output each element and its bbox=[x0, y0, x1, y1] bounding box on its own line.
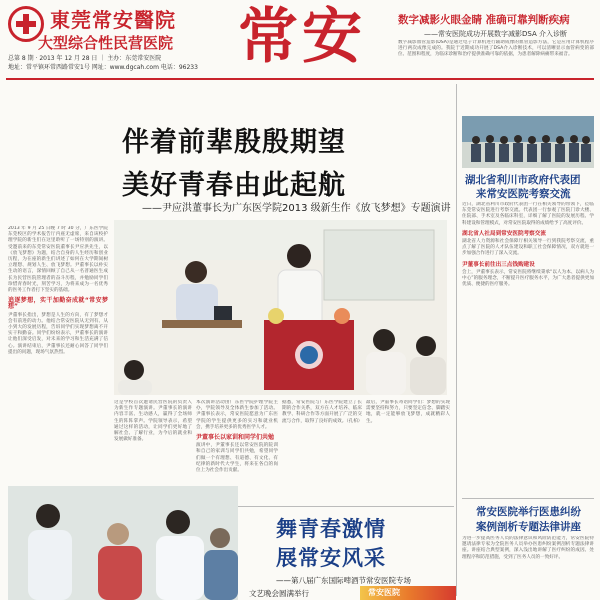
patients-photo-illustration bbox=[8, 486, 238, 600]
column-4-paragraph: 据悉，常安医院与广东医学院建立了长期的合作关系，双方在人才培养、临床教学、科研合作等方面开展了广泛的交流与合作，取得了良好的成效。（孔柏） bbox=[282, 400, 362, 424]
right-headline-2-line-2: 案例剖析专题法律讲座 bbox=[476, 521, 581, 533]
column-3-paragraph-2: 演讲中，尹董事长还以常安医院的院训和自己的家训与同学们共勉，希望同学们做一个有理想、有道德、有文化、有纪律的新时代大学生，将来在各自的岗位上为社会作出贡献。 bbox=[196, 443, 278, 474]
main-headline-line-1: 伴着前辈殷殷期望 bbox=[122, 127, 346, 158]
speaker-photo-illustration bbox=[114, 220, 447, 395]
right-headline-2-line-1: 常安医院举行医患纠纷 bbox=[476, 506, 581, 518]
issue-info: 总第 8 期 · 2013 年 12 月 28 日 ｜ 主办：东莞常安医院 bbox=[8, 55, 162, 62]
right-column-divider bbox=[456, 84, 457, 596]
main-headline-line-2: 美好青春由此起航 bbox=[122, 170, 346, 201]
hospital-slogan: 大型综合性民营医院 bbox=[38, 34, 174, 52]
right-column-section-1: 湖北省人社局到常安医院考察交流 bbox=[462, 230, 546, 237]
right-column-paragraph-3: 会上，尹董事长表示，常安医院将继续秉承“以人为本、以病人为中心”的服务理念，不断提升医疗服务水平，为广大患者提供更加优质、便捷的医疗服务。 bbox=[462, 269, 594, 288]
masthead-rule bbox=[6, 78, 594, 80]
lower-event-photo bbox=[8, 486, 238, 600]
column-1-paragraph-2: 尹董事长指出，梦想是人生的方向，有了梦想才会有前进的动力。他结合常安医院从无到有、从小到大的发展历程，告诉同学们实现梦想离不开实干和勤奋。同学们纷纷表示，尹董事长的演讲让他们深受启发，对未来的学习和生活充满了信心。演讲结束后，尹董事长还耐心回答了同学们提出的问题，现场气氛热烈。 bbox=[8, 312, 108, 355]
main-story-column-4 bbox=[282, 400, 362, 500]
column-3-paragraph: 本次演讲活动由广东医学院护理学院主办，学院领导及全体新生参加了活动。尹董事长表示，常安医院愿意为广东医学院的学生提供更多的实习和就业机会，携手培养更多的优秀医学人才。 bbox=[196, 400, 278, 430]
right-column-body bbox=[462, 202, 594, 498]
right-column-paragraph-2: 湖北省人力资源和社会保障厅相关领导一行到我院考察交流，重点了解了医院的人才队伍建设和职工社会保障情况，双方就进一步加强合作进行了深入交流。 bbox=[462, 239, 594, 257]
column-1-section-heading: 追逐梦想，实干加勤奋成就“常安梦想” bbox=[8, 297, 108, 311]
masthead-calligraphy: 常安 bbox=[238, 2, 366, 72]
lower-subhead-line-2: 文艺晚会圆满举行 bbox=[249, 589, 309, 598]
lower-subhead-line-1: ——第八届广东国际啤酒节常安医院专场 bbox=[276, 576, 411, 585]
right-column-section-2: 尹董事长前往出三点钱购建设 bbox=[462, 261, 535, 268]
main-photo bbox=[114, 220, 447, 395]
stage-banner-text: 常安医院 bbox=[368, 588, 400, 597]
hospital-name: 東莞常安醫院 bbox=[50, 8, 176, 32]
right-column-paragraph-4: 为进一步提高医务人员的法律意识和风险防范能力，常安医院特邀请法律专家为全院医务人员举办医患纠纷案例剖析专题法律讲座。讲座结合典型案例，深入浅出地讲解了医疗纠纷的成因、处理程序和防范措施，受到了医务人员的一致好评。 bbox=[462, 536, 594, 560]
top-right-headline: 数字减影火眼金睛 准确可靠判断疾病 bbox=[398, 14, 570, 26]
right-column-paragraph-1: 近日，湖北省利川市政府代表团一行在相关领导的带领下，莅临东莞常安医院进行考察交流。代表团一行参观了医院门诊大楼、住院部、手术室及各临床科室，详细了解了医院的发展历程、学科建设和管理模式，对常安医院取得的成绩给予了高度评价。 bbox=[462, 202, 594, 226]
lower-headline-line-2: 展常安风采 bbox=[276, 546, 386, 570]
right-headline-1-line-2: 来常安医院考察交流 bbox=[476, 188, 571, 200]
column-1-paragraph: 2013 年 9 月 25 日晚 7 时 30 分，广东医学院东莞校区的学术报告厅内座无虚席，来自该校护理学院的新生们在这里聆听了一场特别的演讲。受邀前来的东莞常安医院董事长尹应洪先生，以《放飞梦想》为题，结合自身的人生经历和创业历程，为在座的新生们讲述了如何在大学期间树立理想、规划人生、放飞梦想。尹董事长以朴实生动的语言，深情回顾了自己从一名普通医生成长为民营医院管理者的奋斗历程，并勉励同学们珍惜青春时光，刻苦学习，为将来成为一名优秀的医务工作者打下坚实的基础。 bbox=[8, 226, 108, 294]
main-story-column-1 bbox=[8, 226, 108, 486]
main-subhead: ——尹应洪董事长为广东医学院2013 级新生作《放飞梦想》专题演讲 bbox=[142, 203, 451, 214]
right-headline-1-line-1: 湖北省利川市政府代表团 bbox=[465, 174, 581, 186]
top-right-subhead: ——常安医院成功开展数字减影DSA 介入诊断 bbox=[424, 30, 567, 38]
top-right-body: 数字减影血管造影(DSA)是通过电子计算机进行辅助成像的血管造影方法，它是应用计算机程序进行两次成像完成的。我院于近期成功开展了DSA介入诊断技术，可以清晰显示血管病变的部位、范围和程度，为临床诊断和治疗提供准确可靠的依据，为患者解除病痛带来福音。 bbox=[398, 40, 594, 57]
lower-headline-line-1: 舞青春激情 bbox=[276, 517, 386, 541]
column-3-section-heading: 尹董事长以家训和同学们共勉 bbox=[196, 434, 275, 442]
right-column-rule bbox=[462, 498, 594, 499]
delegation-photo-illustration bbox=[462, 116, 594, 168]
stage-banner-photo bbox=[360, 586, 456, 600]
column-5-paragraph: 最后，尹董事长寄语同学们：梦想的实现需要坚持和努力，只要坚定信念、脚踏实地，就一定能够放飞梦想，成就精彩人生。 bbox=[366, 400, 450, 424]
right-column-body-2 bbox=[462, 536, 594, 598]
delegation-photo bbox=[462, 116, 594, 168]
address-info: 地址：常平镇环常西路常安1号 网址：www.dgcah.com 电话：96233 bbox=[8, 64, 198, 71]
column-2-paragraph: 这是学校首次邀请民营医院的负责人为新生作专题演讲。尹董事长的演讲内容丰富、生动感人，赢得了全场师生的阵阵掌声。学院领导表示，希望通过这样的活动，让同学们更好地了解社会、了解行业，为今后的就业和发展做好准备。 bbox=[114, 400, 192, 443]
main-story-column-5 bbox=[366, 400, 450, 500]
